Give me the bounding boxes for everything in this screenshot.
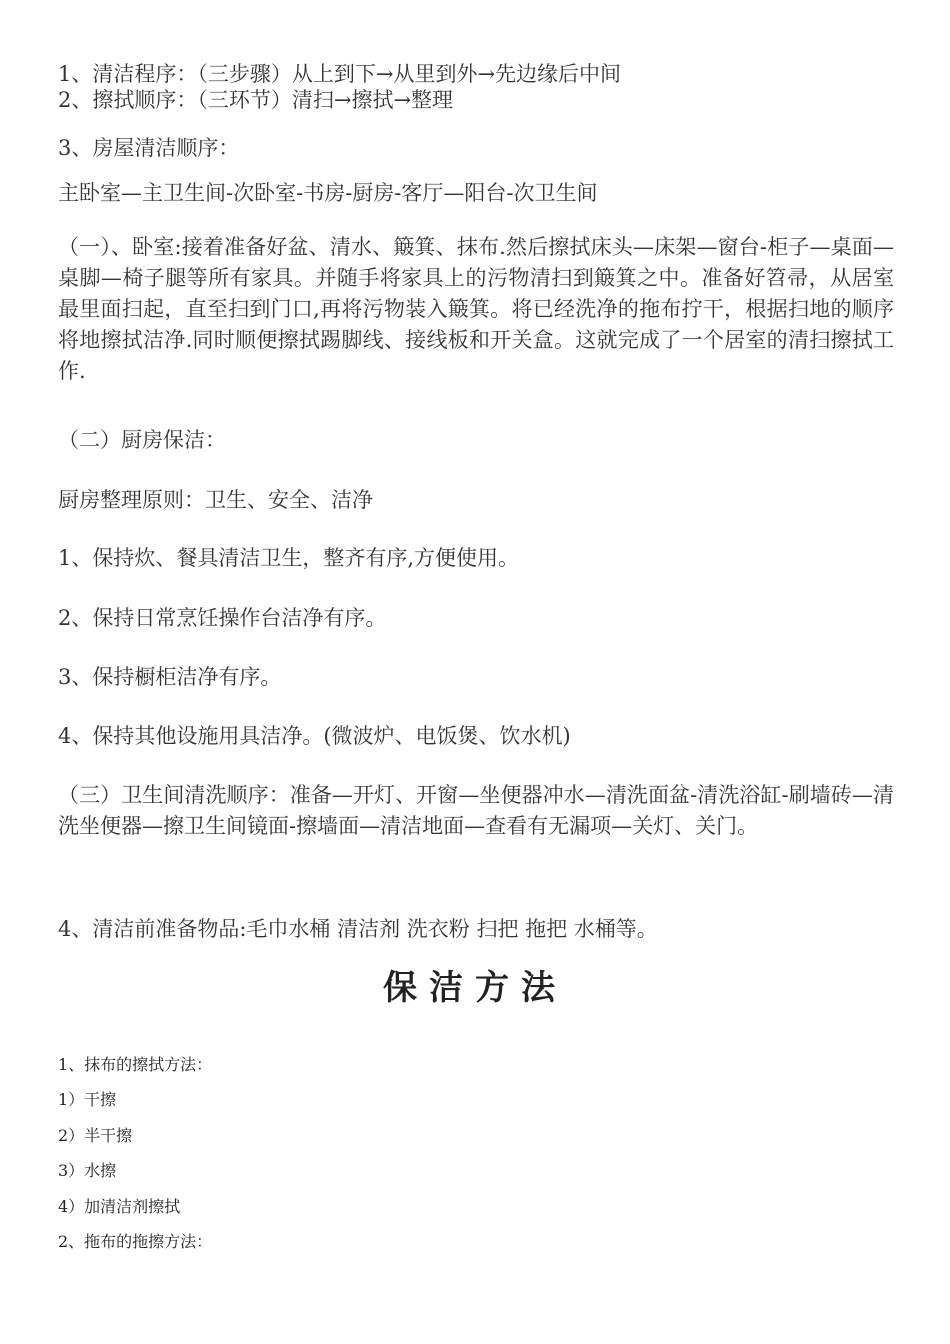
- bathroom-paragraph: （三）卫生间清洗顺序：准备—开灯、开窗—坐便器冲水—清洗面盆-清洗浴缸-刷墙砖—清洗坐便器—擦卫生间镜面-擦墙面—清洁地面—查看有无漏项—关灯、关门。: [58, 783, 894, 838]
- mop-heading: 2、拖布的拖擦方法：: [58, 1232, 213, 1251]
- cloth-item-4: 4）加清洁剂擦拭: [58, 1197, 181, 1216]
- kitchen-item-2: 2、保持日常烹饪操作台洁净有序。: [58, 606, 387, 630]
- kitchen-heading: （二）厨房保洁：: [58, 428, 226, 452]
- cloth-item-1: 1）干擦: [58, 1090, 117, 1109]
- supplies-line: 4、清洁前准备物品:毛巾水桶 清洁剂 洗衣粉 扫把 拖把 水桶等。: [58, 917, 658, 941]
- cloth-item-3: 3）水擦: [58, 1161, 117, 1180]
- house-order-line: 主卧室—主卫生间-次卧室-书房-厨房-客厅—阳台-次卫生间: [58, 181, 598, 205]
- kitchen-item-3: 3、保持橱柜洁净有序。: [58, 665, 282, 689]
- cloth-heading: 1、抹布的擦拭方法：: [58, 1055, 213, 1074]
- cloth-item-2: 2）半干擦: [58, 1126, 133, 1145]
- kitchen-item-1: 1、保持炊、餐具清洁卫生，整齐有序,方便使用。: [58, 546, 520, 570]
- house-order-heading: 3、房屋清洁顺序：: [58, 136, 240, 160]
- wiping-order-line: 2、擦拭顺序：（三环节）清扫→擦拭→整理: [58, 88, 454, 112]
- kitchen-item-4: 4、保持其他设施用具洁净。(微波炉、电饭煲、饮水机): [58, 724, 571, 748]
- methods-title: 保洁方法: [383, 968, 567, 1008]
- cleaning-procedure-line: 1、清洁程序：（三步骤）从上到下→从里到外→先边缘后中间: [58, 62, 622, 86]
- kitchen-principle: 厨房整理原则：卫生、安全、洁净: [58, 488, 373, 512]
- bedroom-paragraph: （一）、卧室:接着准备好盆、清水、簸箕、抹布.然后擦拭床头—床架—窗台-柜子—桌面—桌脚—椅子腿等所有家具。并随手将家具上的污物清扫到簸箕之中。准备好笤帚，从居室最里面扫起，直至扫到门口,再将污物装入簸箕。将已经洗净的拖布拧干，根据扫地的顺序将地擦拭洁净.同时顺便擦拭踢脚线、接线板和开关盒。这就完成了一个居室的清扫擦拭工作.: [58, 235, 894, 383]
